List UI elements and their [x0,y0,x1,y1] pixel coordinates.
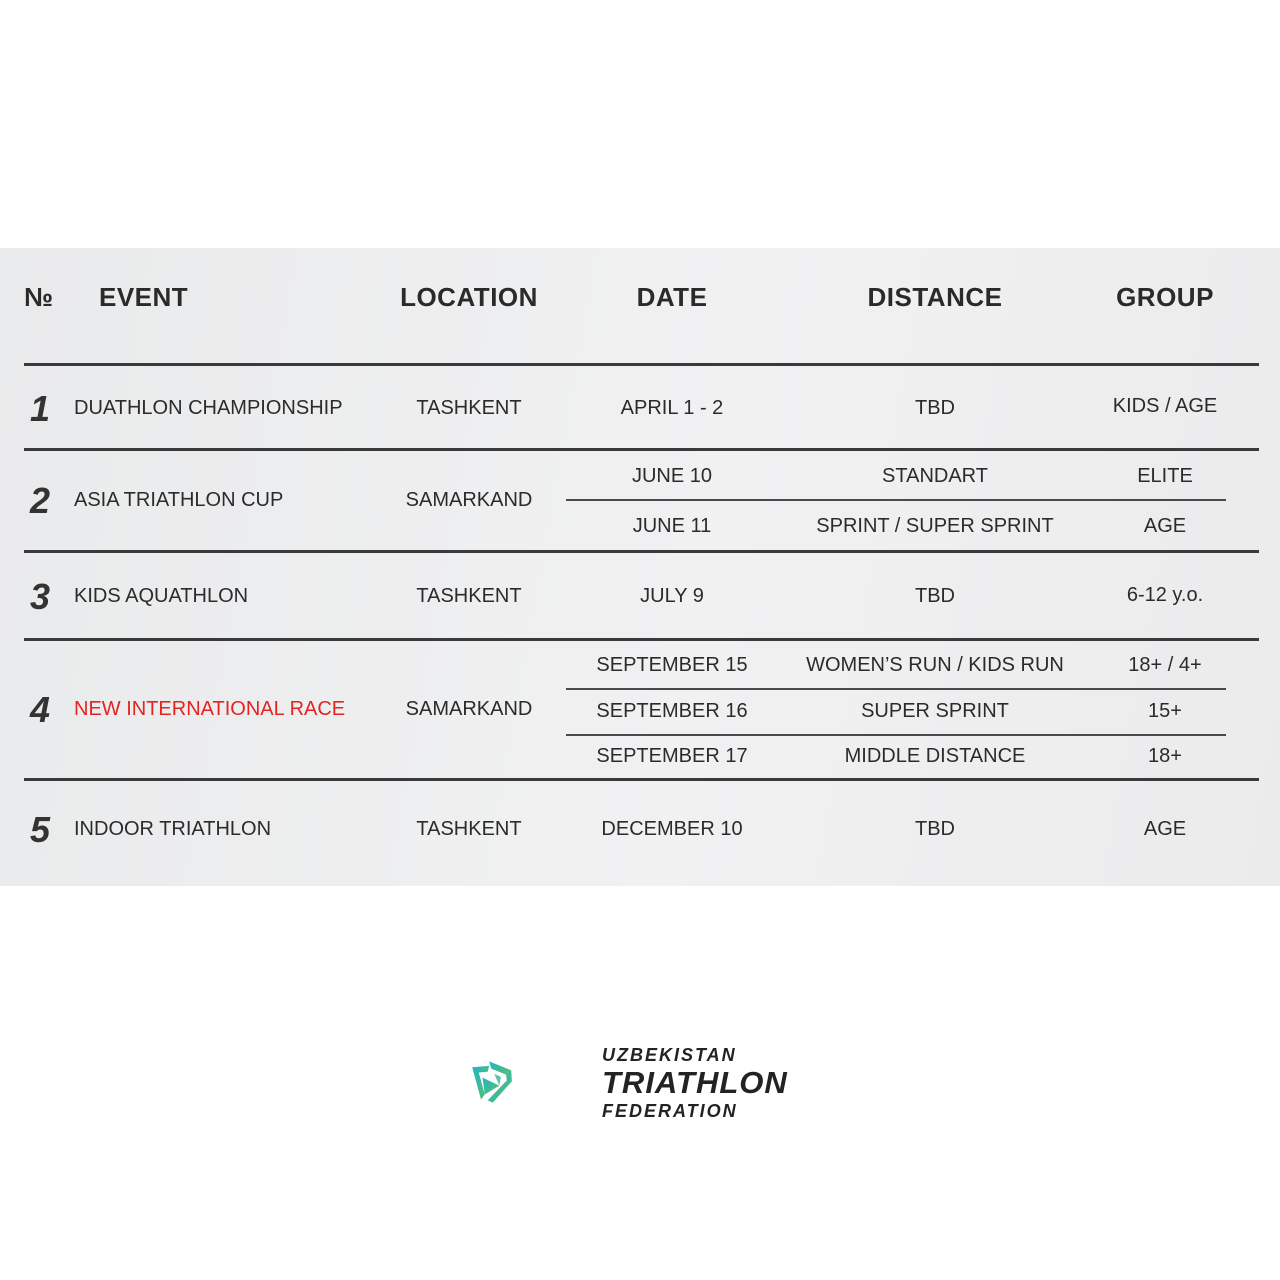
event-location: TASHKENT [416,585,522,607]
event-name: DUATHLON CHAMPIONSHIP [74,397,343,419]
row-divider [24,778,1259,781]
row-number: 3 [30,576,51,617]
header-number: № [24,282,54,312]
event-distance: TBD [915,585,955,607]
row-number: 1 [30,388,51,429]
event-distance: TBD [915,818,955,840]
event-distance: STANDART [882,465,988,487]
event-group: 15+ [1148,700,1182,722]
event-date: JUNE 11 [632,515,712,537]
event-group: 6-12 y.o. [1126,584,1204,606]
event-group: ELITE [1137,465,1193,487]
event-name: ASIA TRIATHLON CUP [74,489,284,511]
row-number: 2 [30,480,51,521]
event-distance: WOMEN’S RUN / KIDS RUN [806,654,1064,676]
event-group: AGE [1143,818,1187,840]
event-date: JULY 9 [640,585,704,607]
event-distance: TBD [915,397,955,419]
schedule-panel [0,248,1280,886]
event-date: SEPTEMBER 16 [596,700,748,722]
row-divider [24,363,1259,366]
row-divider [24,550,1259,553]
event-group: KIDS / AGE [1112,395,1218,417]
event-date: DECEMBER 10 [601,818,743,840]
event-distance: MIDDLE DISTANCE [844,745,1026,767]
event-name-highlighted: NEW INTERNATIONAL RACE [74,698,346,720]
sub-row-divider [566,499,1226,501]
header-event: EVENT [99,282,189,312]
logo-text-line1: UZBEKISTAN [602,1045,737,1065]
header-date: DATE [636,282,708,312]
event-name: KIDS AQUATHLON [74,585,249,607]
header-location: LOCATION [400,282,538,312]
event-location: TASHKENT [416,397,522,419]
event-group: 18+ [1148,745,1182,767]
event-distance: SUPER SPRINT [861,700,1009,722]
sub-row-divider [566,734,1226,736]
event-date: SEPTEMBER 15 [596,654,748,676]
event-date: JUNE 10 [631,465,713,487]
triathlon-federation-emblem-icon [470,1020,595,1144]
logo-text-line3: FEDERATION [602,1101,738,1121]
event-location: SAMARKAND [405,698,533,720]
event-date: APRIL 1 - 2 [620,397,724,419]
row-divider [24,638,1259,641]
header-group: GROUP [1116,282,1214,312]
row-number: 5 [30,809,51,850]
row-divider [24,448,1259,451]
event-group: AGE [1143,515,1187,537]
row-number: 4 [30,689,51,730]
event-name: INDOOR TRIATHLON [74,818,272,840]
event-group: 18+ / 4+ [1128,654,1202,676]
event-distance: SPRINT / SUPER SPRINT [816,515,1054,537]
sub-row-divider [566,688,1226,690]
event-location: SAMARKAND [405,489,533,511]
logo-text-line2: TRIATHLON [602,1065,788,1100]
event-date: SEPTEMBER 17 [596,745,748,767]
header-distance: DISTANCE [867,282,1003,312]
event-location: TASHKENT [416,818,522,840]
